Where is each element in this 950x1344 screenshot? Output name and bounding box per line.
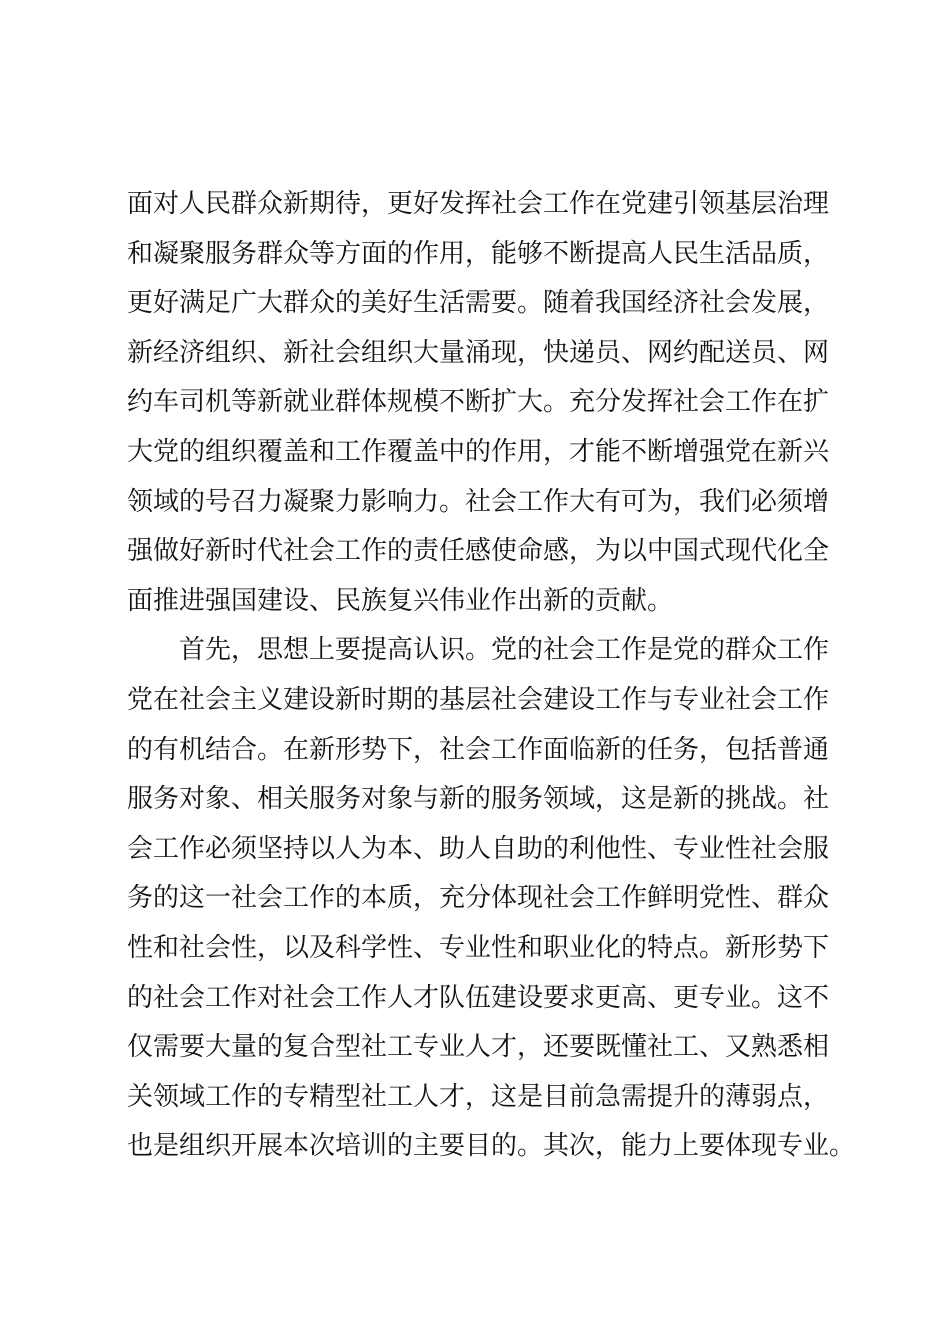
text-line: 性和社会性，以及科学性、专业性和职业化的特点。新形势下 <box>127 932 830 963</box>
text-line: 关领域工作的专精型社工人才，这是目前急需提升的薄弱点， <box>127 1081 830 1112</box>
text-line: 面对人民群众新期待，更好发挥社会工作在党建引领基层治理 <box>127 189 830 219</box>
text-line: 约车司机等新就业群体规模不断扩大。充分发挥社会工作在扩 <box>127 387 830 418</box>
text-line: 大党的组织覆盖和工作覆盖中的作用，才能不断增强党在新兴 <box>127 436 830 467</box>
text-line: 也是组织开展本次培训的主要目的。其次，能力上要体现专业。 <box>127 1131 856 1162</box>
text-line: 的有机结合。在新形势下，社会工作面临新的任务，包括普通 <box>127 734 830 765</box>
text-line: 领域的号召力凝聚力影响力。社会工作大有可为，我们必须增 <box>127 486 830 517</box>
paragraph-2 <box>127 626 857 1172</box>
text-line: 会工作必须坚持以人为本、助人自助的利他性、专业性社会服 <box>127 833 830 864</box>
body-text <box>127 180 857 1172</box>
text-line: 服务对象、相关服务对象与新的服务领域，这是新的挑战。社 <box>127 784 830 815</box>
text-line: 党在社会主义建设新时期的基层社会建设工作与专业社会工作 <box>127 684 830 715</box>
text-line: 更好满足广大群众的美好生活需要。随着我国经济社会发展， <box>127 288 830 319</box>
text-line: 首先，思想上要提高认识。党的社会工作是党的群众工作 <box>179 635 830 666</box>
text-line: 的社会工作对社会工作人才队伍建设要求更高、更专业。这不 <box>127 982 830 1013</box>
paragraph-1 <box>127 180 857 626</box>
text-line: 和凝聚服务群众等方面的作用，能够不断提高人民生活品质， <box>127 238 830 269</box>
text-line: 强做好新时代社会工作的责任感使命感，为以中国式现代化全 <box>127 536 830 567</box>
text-line: 面推进强国建设、民族复兴伟业作出新的贡献。 <box>127 585 674 616</box>
text-line: 仅需要大量的复合型社工专业人才，还要既懂社工、又熟悉相 <box>127 1032 830 1063</box>
text-line: 新经济组织、新社会组织大量涌现，快递员、网约配送员、网 <box>127 337 830 368</box>
text-line: 务的这一社会工作的本质，充分体现社会工作鲜明党性、群众 <box>127 883 830 914</box>
